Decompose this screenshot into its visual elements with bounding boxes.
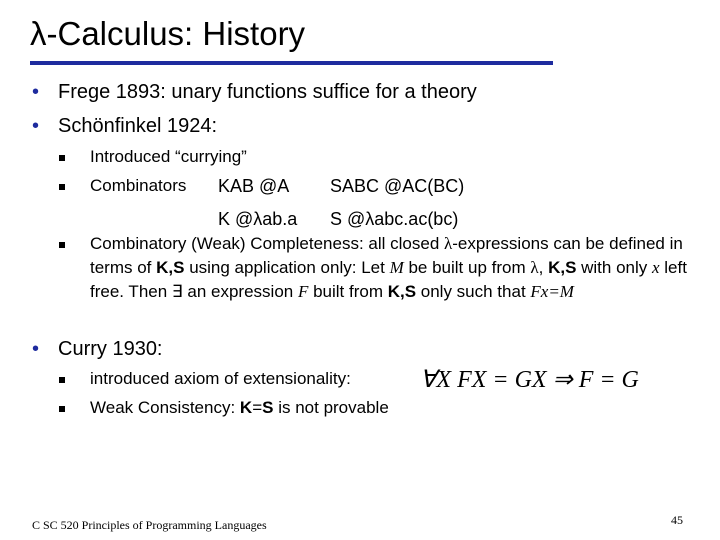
bullet-schonfinkel-text: Schönfinkel 1924:: [58, 115, 218, 137]
weak-consistency-text: is not provable: [273, 398, 389, 417]
bullet-frege: [32, 80, 477, 104]
page-number: 45: [671, 513, 683, 527]
slide-title: λ-Calculus: History: [30, 15, 306, 52]
lambda-symbol: λ: [444, 234, 453, 253]
ks-bold: K,S: [387, 282, 417, 301]
equation-fx-m: Fx=M: [530, 282, 574, 301]
ks-bold: K,S: [156, 258, 185, 277]
completeness-text: with only: [576, 258, 652, 277]
equals-sign: =: [252, 398, 263, 417]
currying-text: Introduced “currying”: [90, 147, 247, 166]
completeness-text: ,: [538, 258, 549, 277]
combinators-label: Combinators: [90, 176, 187, 195]
subbullet-extensionality: [90, 367, 351, 391]
bullet-dot: •: [32, 338, 40, 360]
bullet-dot: •: [32, 115, 40, 137]
bullet-curry-text: Curry 1930:: [58, 338, 163, 360]
square-bullet: [59, 406, 65, 412]
completeness-text: only such that: [416, 282, 531, 301]
completeness-text: using application only: Let: [184, 258, 390, 277]
k-bold: K: [239, 398, 253, 417]
lambda-symbol: λ: [530, 258, 539, 277]
completeness-text: built from: [308, 282, 388, 301]
subbullet-completeness: [90, 232, 690, 304]
completeness-text: Combinatory (Weak) Completeness: all closed: [90, 234, 444, 253]
exists-symbol: ∃: [171, 282, 183, 301]
s-bold: S: [262, 398, 274, 417]
subbullet-currying: [90, 145, 247, 169]
var-x: x: [652, 258, 660, 277]
completeness-text: -expressions can be defined in terms of: [90, 234, 683, 277]
square-bullet: [59, 377, 65, 383]
completeness-text: an expression: [182, 282, 298, 301]
square-bullet: [59, 184, 65, 190]
extensionality-formula: ∀X FX = GX ⇒ F = G: [420, 367, 639, 393]
title-underline: [30, 61, 553, 65]
var-f: F: [297, 282, 309, 301]
extensionality-text: introduced axiom of extensionality:: [90, 369, 351, 388]
var-m: M: [389, 258, 404, 277]
ks-bold: K,S: [548, 258, 577, 277]
kab-formula: KAB @A: [218, 176, 290, 196]
footer-course: C SC 520 Principles of Programming Languages: [32, 518, 267, 532]
completeness-text: left free. Then: [90, 258, 687, 301]
bullet-curry: [32, 337, 163, 361]
weak-consistency-text: Weak Consistency:: [90, 398, 240, 417]
bullet-dot: •: [32, 81, 40, 103]
s-definition: S @λabc.ac(bc): [330, 209, 459, 229]
square-bullet: [59, 155, 65, 161]
subbullet-combinators: [90, 174, 186, 198]
bullet-schonfinkel: [32, 114, 218, 138]
subbullet-weak-consistency: [90, 396, 389, 420]
sabc-formula: SABC @AC(BC): [330, 176, 465, 196]
square-bullet: [59, 242, 65, 248]
bullet-frege-text: Frege 1893: unary functions suffice for a theory: [58, 81, 477, 103]
k-definition: K @λab.a: [218, 209, 298, 229]
completeness-text: be built up from: [403, 258, 531, 277]
